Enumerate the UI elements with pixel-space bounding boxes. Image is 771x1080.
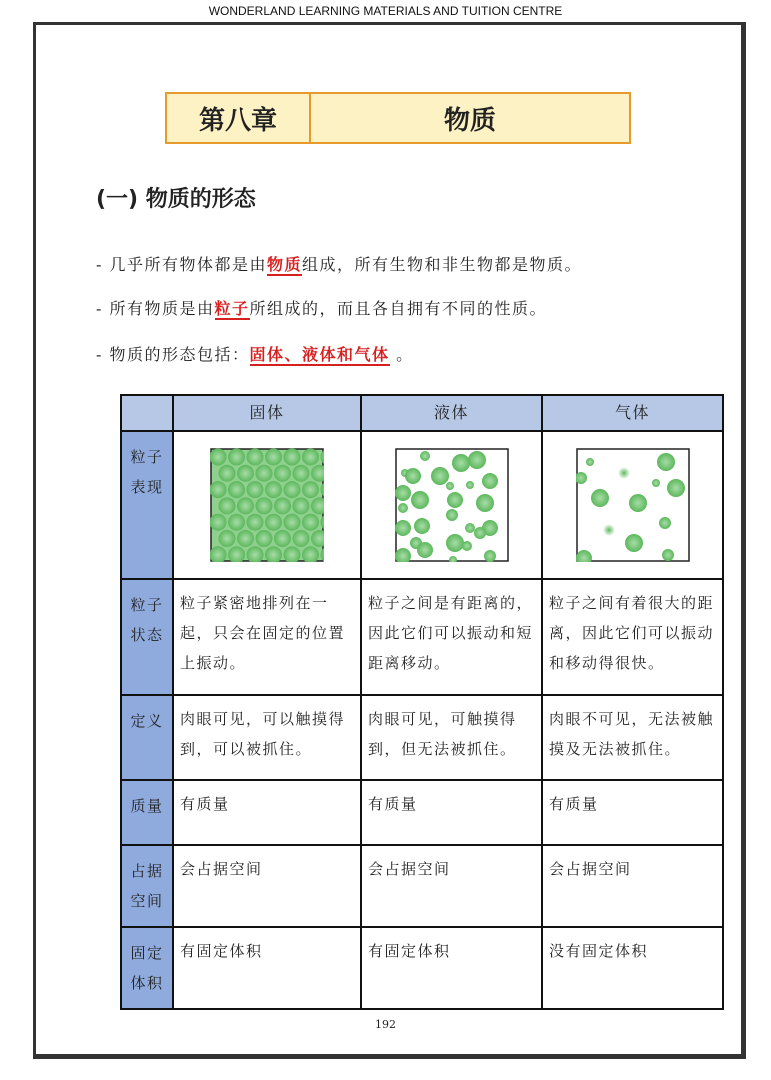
- table-cell: 有固定体积: [173, 927, 361, 1009]
- table-row: [121, 695, 723, 780]
- particle: [462, 541, 472, 551]
- particle: [465, 523, 475, 533]
- table-cell: 会占据空间: [173, 845, 361, 927]
- particle: [219, 465, 236, 482]
- bullet-line: - 几乎所有物体都是由物质组成，所有生物和非生物都是物质。: [96, 255, 583, 274]
- particle: [293, 465, 310, 482]
- particle: [446, 534, 464, 552]
- chapter-title-box: [165, 92, 631, 144]
- particle: [476, 494, 494, 512]
- table-cell: 粒子之间是有距离的，因此它们可以振动和短距离移动。: [361, 579, 542, 695]
- table-cell: 会占据空间: [542, 845, 723, 927]
- particle: [274, 497, 291, 514]
- table-row: [121, 780, 723, 845]
- particle: [265, 481, 282, 498]
- particle: [219, 530, 236, 547]
- particle: [629, 494, 647, 512]
- row-label: 粒子表现: [121, 431, 173, 579]
- particle: [484, 550, 496, 562]
- particle: [603, 524, 615, 536]
- particle: [395, 520, 411, 536]
- particle: [274, 465, 291, 482]
- particle: [395, 485, 411, 501]
- particle: [482, 473, 498, 489]
- row-label: 定义: [121, 695, 173, 780]
- particle: [228, 514, 245, 531]
- particle: [265, 449, 282, 466]
- particle: [284, 514, 301, 531]
- particle: [431, 467, 449, 485]
- particle: [293, 497, 310, 514]
- page-header: WONDERLAND LEARNING MATERIALS AND TUITION CENTRE: [208, 4, 563, 18]
- particle: [667, 479, 685, 497]
- table-cell: 有固定体积: [361, 927, 542, 1009]
- table-cell: 肉眼不可见，无法被触摸及无法被抓住。: [542, 695, 723, 780]
- particle: [625, 534, 643, 552]
- table-cell: 粒子之间有着很大的距离，因此它们可以振动和移动得很快。: [542, 579, 723, 695]
- column-header: 固体: [173, 395, 361, 431]
- particle: [618, 467, 630, 479]
- column-header: [121, 395, 173, 431]
- table-row: [121, 579, 723, 695]
- particle: [265, 514, 282, 531]
- particle: [417, 542, 433, 558]
- bullet-line: - 所有物质是由粒子所组成的，而且各自拥有不同的性质。: [96, 299, 548, 318]
- table-cell: 肉眼可见，可触摸得到，但无法被抓住。: [361, 695, 542, 780]
- table-row: [121, 845, 723, 927]
- particle: [256, 465, 273, 482]
- particle: [293, 530, 310, 547]
- particle: [256, 497, 273, 514]
- particle: [662, 549, 674, 561]
- particle: [247, 514, 264, 531]
- particle: [284, 481, 301, 498]
- table-cell: 没有固定体积: [542, 927, 723, 1009]
- solid-particles-image: [173, 431, 361, 579]
- table-row: [121, 431, 723, 579]
- particle: [414, 518, 430, 534]
- table-row: [121, 927, 723, 1009]
- particle: [659, 517, 671, 529]
- bullet-line: - 物质的形态包括：固体、液体和气体 。: [96, 345, 414, 364]
- particle: [284, 449, 301, 466]
- table-cell: 有质量: [173, 780, 361, 845]
- particle: [468, 451, 486, 469]
- liquid-particles-image: [361, 431, 542, 579]
- table-cell: 肉眼可见，可以触摸得到，可以被抓住。: [173, 695, 361, 780]
- page-number: 192: [375, 1018, 396, 1031]
- particle: [247, 481, 264, 498]
- particle: [210, 449, 227, 466]
- table-cell: 有质量: [542, 780, 723, 845]
- particle: [256, 530, 273, 547]
- particle: [274, 530, 291, 547]
- particle: [466, 481, 474, 489]
- particle: [652, 479, 660, 487]
- particle: [446, 509, 458, 521]
- particle: [591, 489, 609, 507]
- gas-particles-image: [542, 431, 723, 579]
- particle: [657, 453, 675, 471]
- row-label: 质量: [121, 780, 173, 845]
- particle: [446, 482, 454, 490]
- table-cell: 会占据空间: [361, 845, 542, 927]
- table-header-row: [121, 395, 723, 431]
- particle: [237, 497, 254, 514]
- particle: [398, 503, 408, 513]
- table-cell: 粒子紧密地排列在一起，只会在固定的位置上振动。: [173, 579, 361, 695]
- row-label: 占据空间: [121, 845, 173, 927]
- particle: [219, 497, 236, 514]
- row-label: 粒子状态: [121, 579, 173, 695]
- particle: [228, 449, 245, 466]
- table-cell: 有质量: [361, 780, 542, 845]
- particle: [586, 458, 594, 466]
- particle: [405, 468, 421, 484]
- particle: [474, 527, 486, 539]
- particle: [247, 449, 264, 466]
- particle: [302, 481, 319, 498]
- section-heading: (一) 物质的形态: [96, 187, 256, 212]
- particle: [411, 491, 429, 509]
- chapter-number: 第八章: [167, 94, 311, 142]
- particle: [210, 514, 227, 531]
- column-header: 液体: [361, 395, 542, 431]
- particle: [228, 481, 245, 498]
- column-header: 气体: [542, 395, 723, 431]
- row-label: 固定体积: [121, 927, 173, 1009]
- particle: [237, 530, 254, 547]
- particle: [210, 481, 227, 498]
- particle: [302, 514, 319, 531]
- chapter-topic: 物质: [443, 105, 496, 136]
- particle: [452, 454, 470, 472]
- particle: [447, 492, 463, 508]
- states-of-matter-table: [120, 394, 724, 1010]
- particle: [420, 451, 430, 461]
- particle: [237, 465, 254, 482]
- particle: [302, 449, 319, 466]
